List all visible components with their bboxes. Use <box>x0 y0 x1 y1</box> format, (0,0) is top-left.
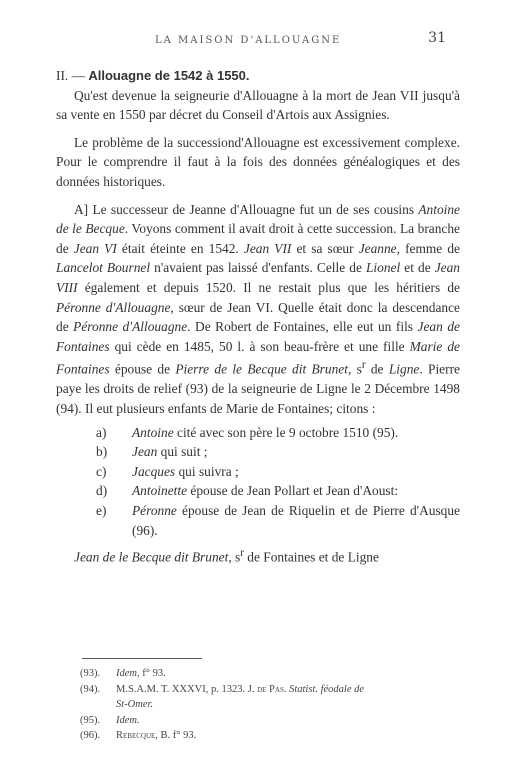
footnote-smallcaps: de Pas. <box>257 683 287 695</box>
footnote-rule <box>82 658 202 659</box>
text-run: qui cède en 1485, 50 l. à son beau-frère et une fille <box>109 338 410 354</box>
list-marker: c) <box>96 463 107 479</box>
person-name: Jean de le Becque dit Brunet <box>74 549 229 565</box>
list-item-text: cité avec son père le 9 octobre 1510 (95). <box>173 424 399 440</box>
person-name: Péronne d'Allouagne <box>73 319 188 335</box>
footnote <box>80 682 458 713</box>
text-run: A] Le successeur de Jeanne d'Allouagne fut un de ses cousins <box>74 201 419 217</box>
text-run: , sœur de Jean VI. Quelle était donc la descendance de <box>56 299 460 335</box>
footnote <box>80 666 458 682</box>
list-marker: b) <box>96 444 108 460</box>
text-run: de <box>365 361 389 377</box>
paragraph-2: Le problème de la successiond'Allouagne est excessivement complexe. Pour le comprendre il faut à la fois des données généalogiques et des données historiques. <box>56 134 460 189</box>
footnote-plain: M.S.A.M. T. XXXVI, p. 1323. J. <box>116 683 258 695</box>
list-marker: d) <box>96 483 108 499</box>
list-item-text: qui suivra ; <box>175 463 239 479</box>
person-name: Péronne d'Allouagne <box>56 299 171 315</box>
list-item-text: épouse de Jean de Riquelin et de Pierre d'Ausque (96). <box>132 502 460 538</box>
child-name: Antoinette <box>132 483 188 499</box>
section-number: II. — <box>56 68 89 83</box>
list-item-text: épouse de Jean Pollart et Jean d'Aoust: <box>187 483 399 499</box>
children-list <box>56 423 460 541</box>
footnote-number: (95). <box>80 714 101 726</box>
continuation-line <box>56 544 460 567</box>
footnote-italic: Statist. féodale de <box>286 683 365 695</box>
footnote-text <box>116 713 458 729</box>
child-name: Jean <box>132 444 158 460</box>
footnote-italic: St-Omer. <box>116 699 154 710</box>
section-title: Allouagne de 1542 à 1550. <box>88 68 250 83</box>
running-title: LA MAISON D'ALLOUAGNE <box>155 35 342 46</box>
footnotes <box>80 666 458 744</box>
person-name: Jean VIII <box>56 260 460 295</box>
person-name: Pierre de le Becque dit Brunet <box>175 361 348 377</box>
person-name: Jeanne <box>358 240 397 256</box>
text-run: épouse de <box>109 361 176 377</box>
text-run: . Voyons comment il avait droit à cette succession. La branche de <box>56 221 460 256</box>
footnote-text <box>116 728 458 744</box>
footnote-text <box>116 666 458 682</box>
person-name: Lionel <box>365 260 401 276</box>
footnote-number: (96). <box>80 730 101 741</box>
text-run: était éteinte en 1542. <box>116 240 244 256</box>
person-name: Antoine de le Becque <box>56 201 460 237</box>
paragraph-3 <box>56 200 460 419</box>
footnote-plain: f° 93. <box>139 668 166 679</box>
footnote-text <box>116 682 458 713</box>
text-run: également et depuis 1520. Il ne restait plus que les héritiers de <box>77 279 460 295</box>
footnote-smallcaps: Rebecque, <box>116 730 158 741</box>
page-number: 31 <box>428 30 446 46</box>
list-item <box>96 423 460 443</box>
person-name: Jean VI <box>73 240 117 256</box>
person-name: Jean VII <box>243 240 292 256</box>
text-run: . Pierre paye les droits de relief (93) de la seigneurie de Ligne le 2 Décembre 1498 (94). Il eut plusieurs enfants de Marie de Fontaines; citons : <box>56 361 460 416</box>
text-run: . De Robert de Fontaines, elle eut un fils <box>187 319 418 335</box>
body-text <box>56 66 460 567</box>
list-item-text: qui suit ; <box>157 444 208 460</box>
child-name: Antoine <box>132 424 174 440</box>
running-header <box>0 30 506 50</box>
footnote <box>80 728 458 744</box>
list-item <box>96 501 460 540</box>
child-name: Jacques <box>132 463 176 479</box>
text-run: et sa sœur <box>291 240 359 256</box>
child-name: Péronne <box>132 502 177 518</box>
footnote-plain: B. f° 93. <box>157 730 197 741</box>
list-item <box>96 481 460 501</box>
section-heading <box>56 66 460 86</box>
text-run: et de <box>400 260 435 276</box>
list-marker: e) <box>96 502 107 518</box>
text-run: , s <box>228 549 241 565</box>
list-item <box>96 442 460 462</box>
superscript: r <box>240 547 244 560</box>
text-run: , femme de <box>396 240 460 256</box>
list-item <box>96 462 460 482</box>
footnote-italic: Idem, <box>116 668 140 679</box>
footnote <box>80 713 458 729</box>
list-marker: a) <box>96 424 107 440</box>
footnote-italic: Idem. <box>116 714 140 726</box>
text-run: de Fontaines et de Ligne <box>243 549 379 565</box>
footnote-number: (94). <box>80 683 101 695</box>
person-name: Lancelot Bournel <box>56 260 151 276</box>
place-name: Ligne <box>388 361 420 377</box>
person-name: Marie de Fontaines <box>56 338 460 377</box>
superscript: r <box>361 359 366 372</box>
person-name: Jean de Fontaines <box>56 319 460 354</box>
text-run: , s <box>347 361 362 377</box>
paragraph-1: Qu'est devenue la seigneurie d'Allouagne à la mort de Jean VII jusqu'à sa vente en 1550 par décret du Conseil d'Artois aux Assignies. <box>56 87 460 123</box>
text-run: n'avaient pas laissé d'enfants. Celle de <box>150 260 366 276</box>
footnote-number: (93). <box>80 668 101 679</box>
